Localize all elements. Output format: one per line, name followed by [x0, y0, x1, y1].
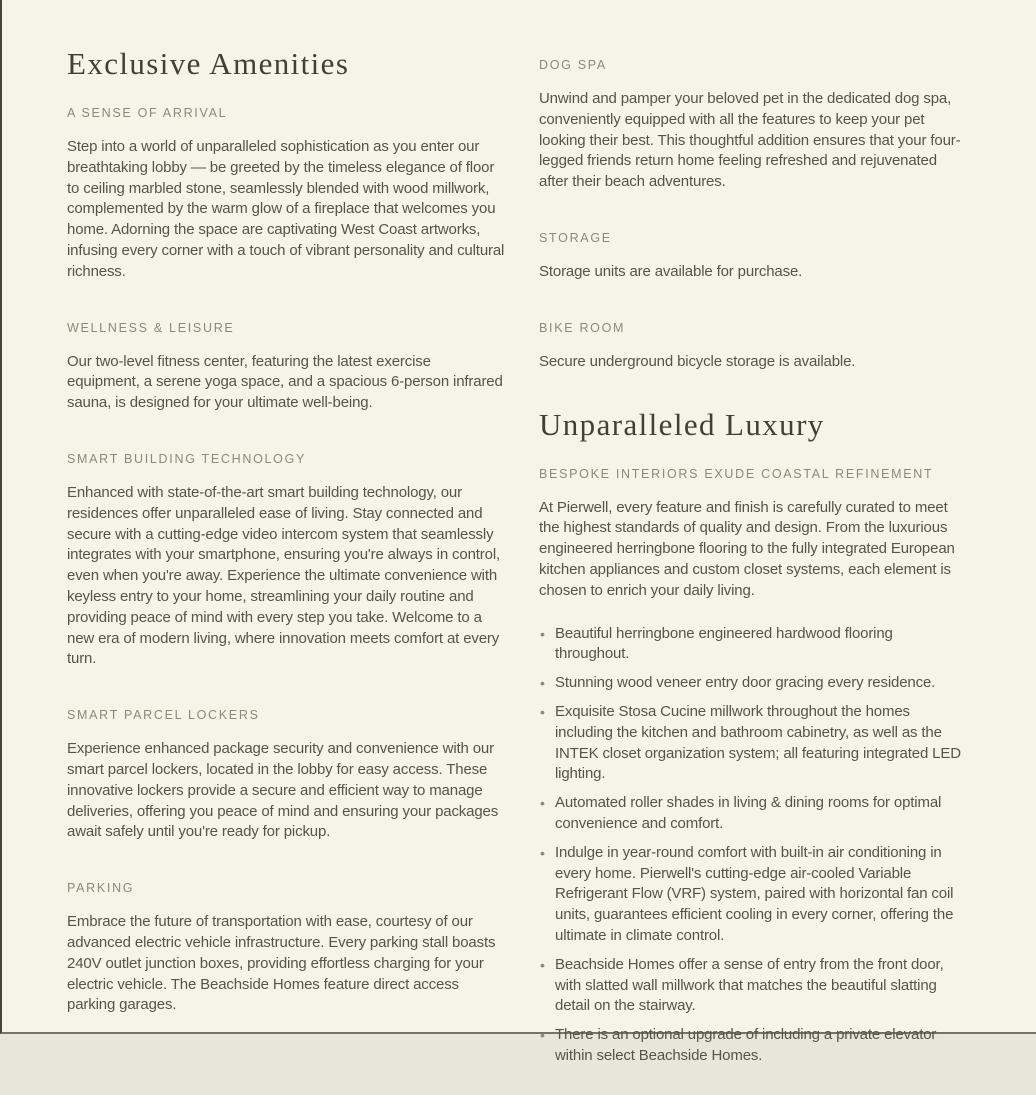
section-heading-sense-of-arrival: A SENSE OF ARRIVAL [67, 106, 228, 120]
left-column [67, 46, 505, 1075]
section-heading-bespoke-interiors: BESPOKE INTERIORS EXUDE COASTAL REFINEMENT [539, 466, 934, 481]
list-item: • There is an optional upgrade of including a private elevator within select Beachside Homes. [539, 1025, 969, 1067]
page-title-unparalleled-luxury: Unparalleled Luxury [539, 406, 825, 442]
list-item: • Beautiful herringbone engineered hardwood flooring throughout. [539, 624, 969, 666]
list-item: • Automated roller shades in living & dining rooms for optimal convenience and comfort. [539, 793, 969, 835]
page-title-exclusive-amenities: Exclusive Amenities [67, 46, 350, 81]
list-item: • Stunning wood veneer entry door gracing every residence. [539, 673, 969, 694]
section-heading-storage: STORAGE [539, 230, 612, 245]
section-heading-dog-spa: DOG SPA [539, 58, 607, 72]
section-heading-smart-building-technology: SMART BUILDING TECHNOLOGY [67, 451, 307, 466]
section-body-bike-room: Secure underground bicycle storage is available. [539, 352, 856, 370]
luxury-feature-list [539, 624, 969, 1067]
section-heading-wellness-leisure: WELLNESS & LEISURE [67, 320, 235, 335]
section-heading-bike-room: BIKE ROOM [539, 320, 626, 335]
list-item: • Beachside Homes offer a sense of entry from the front door, with slatted wall millwork that matches the beautiful slatting detail on the stairway. [539, 955, 969, 1017]
right-column [539, 46, 969, 1075]
two-column-layout [2, 0, 1036, 1095]
list-item: • Indulge in year-round comfort with built-in air conditioning in every home. Pierwell's cutting-edge air-cooled Variable Refrigerant Flow (VRF) system, paired with horizontal fan coil units, guarantees efficient cooling in every corner, offering the ultimate in climate control. [539, 843, 969, 947]
section-heading-parking: PARKING [67, 881, 135, 896]
section-body-sense-of-arrival: Step into a world of unparalleled sophistication as you enter our breathtaking lobby — be greeted by the timeless elegance of floor to ceiling marbled stone, seamlessly blended with wood millwork, complemented by the warm glow of a fireplace that welcomes you home. Adorning the space are captivating West Coast artworks, infusing every corner with a touch of vibrant personality and cultural richness. [67, 138, 505, 280]
section-body-smart-parcel-lockers: Experience enhanced package security and convenience with our smart parcel lockers, located in the lobby for easy access. These innovative lockers provide a secure and efficient way to manage deliveries, offering you peace of mind and ensuring your packages await safely until you're ready for pickup. [67, 740, 499, 841]
section-body-storage: Storage units are available for purchase. [539, 262, 803, 280]
section-body-dog-spa: Unwind and pamper your beloved pet in the dedicated dog spa, conveniently equipped with all the features to keep your pet looking their best. This thoughtful addition ensures that your four-legged friends return home feeling refreshed and rejuvenated after their beach adventures. [539, 90, 961, 191]
section-body-parking: Embrace the future of transportation with ease, courtesy of our advanced electric vehicle infrastructure. Every parking stall boasts 240V outlet junction boxes, providing effortless charging for your electric vehicle. The Beachside Homes feature direct access parking garages. [67, 913, 496, 1014]
section-body-smart-building-technology: Enhanced with state-of-the-art smart building technology, our residences offer unparalleled ease of living. Stay connected and secure with a cutting-edge video intercom system that seamlessly integrates with your smartphone, ensuring you're always in control, even when you're away. Experience the ultimate convenience with keyless entry to your home, streamlining your daily routine and providing peace of mind with every step you take. Welcome to a new era of modern living, where innovation meets comfort at every turn. [67, 483, 501, 668]
list-item: • Exquisite Stosa Cucine millwork throughout the homes including the kitchen and bathroom cabinetry, as well as the INTEK closet organization system; all featuring integrated LED lighting. [539, 702, 969, 785]
section-body-bespoke-interiors: At Pierwell, every feature and finish is carefully curated to meet the highest standards of quality and design. From the luxurious engineered herringbone flooring to the fully integrated European kitchen appliances and custom closet systems, each element is chosen to enrich your daily living. [539, 498, 955, 599]
section-body-wellness-leisure: Our two-level fitness center, featuring the latest exercise equipment, a serene yoga space, and a spacious 6-person infrared sauna, is designed for your ultimate well-being. [67, 352, 503, 412]
section-heading-smart-parcel-lockers: SMART PARCEL LOCKERS [67, 708, 260, 723]
